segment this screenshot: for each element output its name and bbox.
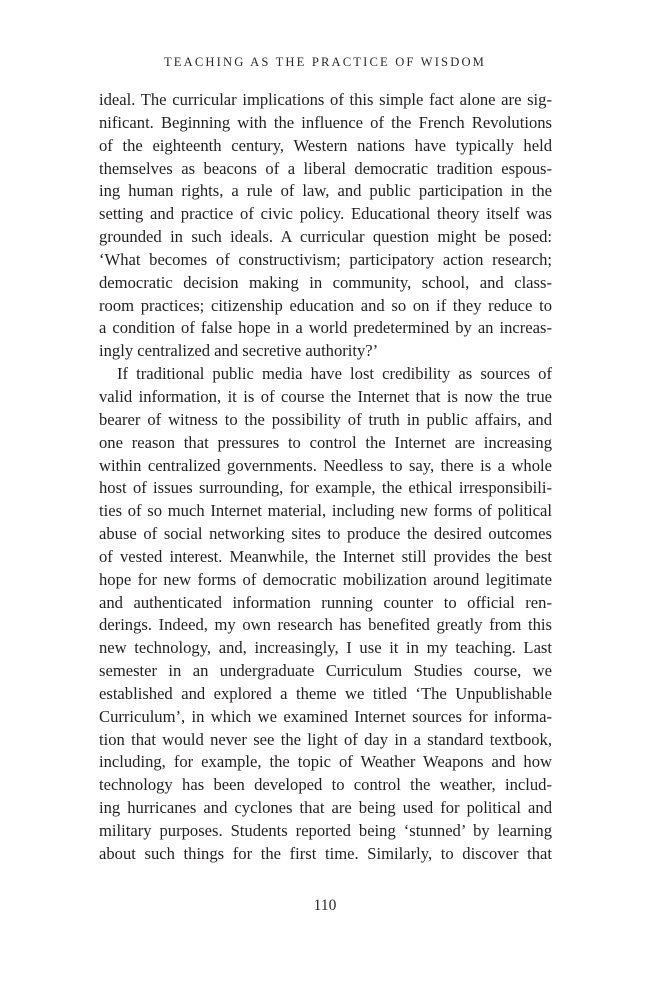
text-line: established and explored a theme we titled ‘The Unpublishable	[99, 683, 552, 703]
text-line: and authenticated information running counter to official ren-	[99, 592, 552, 612]
text-line: nificant. Beginning with the influence of the French Revolutions	[99, 112, 552, 132]
text-line: derings. Indeed, my own research has benefited greatly from this	[99, 615, 552, 635]
text-line: ing hurricanes and cyclones that are being used for political and	[99, 798, 552, 818]
text-line: ing human rights, a rule of law, and public participation in the	[99, 181, 552, 201]
paragraph-2	[99, 363, 552, 866]
text-line: including, for example, the topic of Weather Weapons and how	[99, 752, 552, 772]
text-line: democratic decision making in community, school, and class-	[99, 272, 552, 292]
text-line: one reason that pressures to control the Internet are increasing	[99, 432, 552, 452]
text-line: grounded in such ideals. A curricular question might be posed:	[99, 227, 552, 247]
text-line: bearer of witness to the possibility of truth in public affairs, and	[99, 409, 552, 429]
text-line: Curriculum’, in which we examined Internet sources for informa-	[99, 706, 552, 726]
running-head: TEACHING AS THE PRACTICE OF WISDOM	[163, 55, 487, 69]
text-line: ideal. The curricular implications of this simple fact alone are sig-	[99, 90, 552, 109]
paragraph-1	[99, 89, 552, 363]
text-line: ties of so much Internet material, including new forms of political	[99, 501, 552, 521]
text-line: of the eighteenth century, Western nations have typically held	[99, 135, 552, 155]
text-line: technology has been developed to control the weather, includ-	[99, 775, 552, 795]
text-line: setting and practice of civic policy. Educational theory itself was	[99, 204, 552, 224]
text-line: a condition of false hope in a world predetermined by an increas-	[99, 318, 552, 338]
text-line: ‘What becomes of constructivism; participatory action research;	[99, 249, 552, 269]
text-line: themselves as beacons of a liberal democratic tradition espous-	[99, 158, 552, 178]
text-line: within centralized governments. Needless to say, there is a whole	[99, 455, 552, 475]
text-line: tion that would never see the light of day in a standard textbook,	[99, 729, 552, 749]
text-line: If traditional public media have lost credibility as sources of	[117, 364, 552, 384]
text-line: ingly centralized and secretive authority?’	[99, 341, 379, 361]
text-line: host of issues surrounding, for example, the ethical irresponsibili-	[99, 478, 552, 498]
text-line: military purposes. Students reported being ‘stunned’ by learning	[99, 821, 552, 840]
text-line: about such things for the first time. Similarly, to discover that	[99, 843, 552, 863]
text-line: of vested interest. Meanwhile, the Internet still provides the best	[99, 546, 552, 566]
text-line: valid information, it is of course the Internet that is now the true	[99, 386, 552, 406]
text-line: hope for new forms of democratic mobilization around legitimate	[99, 569, 552, 589]
text-line: abuse of social networking sites to produce the desired outcomes	[99, 524, 552, 544]
page-number: 110	[313, 897, 337, 914]
text-line: new technology, and, increasingly, I use it in my teaching. Last	[99, 638, 552, 658]
text-line: semester in an undergraduate Curriculum Studies course, we	[99, 661, 552, 681]
text-line: room practices; citizenship education and so on if they reduce to	[99, 295, 552, 315]
body-text	[99, 89, 552, 866]
